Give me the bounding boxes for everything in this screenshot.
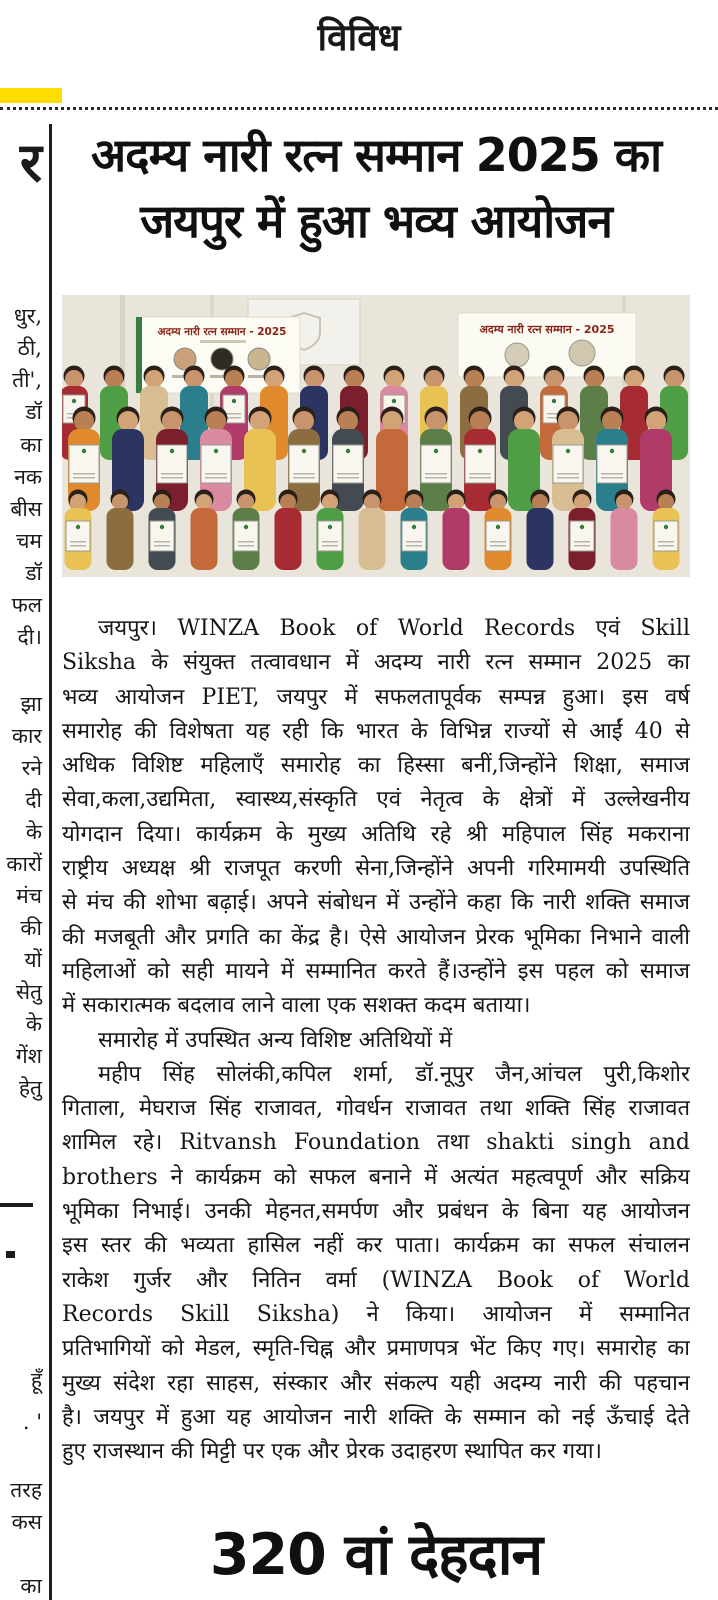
article-body-line: Siksha के संयुक्त तत्वावधान में अदम्य नारी रत्न सम्मान 2025 का: [62, 650, 690, 676]
adjacent-column-fragment: दी: [25, 788, 42, 812]
article-body-line: जयपुर। WINZA Book of World Records एवं Skill: [98, 616, 690, 641]
article-body-line: सेवा,कला,उद्यमिता, स्वास्थ्य,संस्कृति एवं नेतृत्व के क्षेत्रों में उल्लेखनीय: [62, 787, 690, 813]
column-divider-rule: [49, 124, 52, 1600]
adjacent-column-fragment: . ': [22, 1410, 42, 1434]
article-column: [62, 0, 690, 1600]
article-body-line: महीप सिंह सोलंकी,कपिल शर्मा, डॉ.नूपुर जैन,आंचल पुरी,किशोर: [98, 1061, 690, 1087]
article-body-line: महिलाओं को सही मायने में सम्मानित करते हैं।उन्होंने इस पहल को समाज: [62, 958, 690, 984]
article-headline: [62, 122, 690, 254]
adjacent-column-fragment: के: [25, 820, 42, 844]
adjacent-column-fragment: चम: [16, 529, 42, 553]
adjacent-column-fragment: का: [20, 433, 42, 457]
event-banner-right: [458, 313, 636, 377]
article-body-line: समारोह में उपस्थित अन्य विशिष्ट अतिथियों में: [98, 1027, 453, 1053]
headline-line-2: जयपुर में हुआ भव्य आयोजन: [140, 194, 612, 248]
adjacent-column-fragment: तरह: [10, 1478, 42, 1502]
article-body-line: शामिल रहे। Ritvansh Foundation तथा shakti singh and: [62, 1130, 690, 1156]
adjacent-column-fragment: र: [19, 131, 42, 194]
adjacent-column-fragment: धुर,: [13, 304, 42, 328]
adjacent-column-fragment: मंच: [16, 884, 42, 908]
section-label: विविध: [317, 16, 401, 59]
left-column-bullet: [6, 1251, 15, 1258]
adjacent-column-fragment: ती',: [12, 368, 42, 392]
article-body: [62, 612, 690, 1469]
adjacent-column-fragments: [0, 0, 46, 1600]
article-body-line: है। जयपुर में हुआ यह आयोजन नारी शक्ति के सम्मान को नई ऊँचाई देते: [62, 1404, 690, 1430]
adjacent-column-fragment: डॉ: [25, 561, 42, 585]
adjacent-column-fragment: की: [20, 916, 42, 940]
adjacent-column-fragment: बीस: [10, 497, 42, 521]
article-body-line: brothers ने कार्यक्रम को सफल बनाने में अत्यंत महत्वपूर्ण और सक्रिय: [62, 1164, 690, 1190]
headline-line-1: अदम्य नारी रत्न सम्मान 2025 का: [91, 128, 661, 182]
article-body-line: Records Skill Siksha) ने किया। आयोजन में सम्मानित: [62, 1301, 690, 1327]
article-body-line: योगदान दिया। कार्यक्रम के मुख्य अतिथि रहे श्री महिपाल सिंह मकराना: [62, 821, 690, 847]
article-body-line: राष्ट्रीय अध्यक्ष श्री राजपूत करणी सेना,जिन्होंने अपनी गरिमामयी उपस्थिति: [62, 856, 690, 882]
adjacent-column-fragment: यों: [24, 948, 42, 972]
article-body-line: से मंच की शोभा बढ़ाई। अपने संबोधन में उन्होंने कहा कि नारी शक्ति समाज: [62, 890, 690, 916]
adjacent-column-fragment: सेतु: [15, 980, 42, 1004]
banner-text-right: अदम्य नारी रत्न सम्मान - 2025: [479, 323, 615, 336]
adjacent-column-fragment: गेंश: [15, 1044, 42, 1068]
article-body-line: की मजबूती और प्रगति का केंद्र है। ऐसे आयोजन प्रेरक भूमिका निभाने वाली: [62, 924, 690, 950]
article-body-line: समारोह की विशेषता यह रही कि भारत के विभिन्न राज्यों से आईं 40 से: [62, 718, 690, 744]
adjacent-column-fragment: का: [20, 1574, 42, 1598]
article-photo: [62, 295, 690, 577]
adjacent-column-fragment: कस: [11, 1510, 42, 1534]
article-body-line: भूमिका निभाई। उनकी मेहनत,समर्पण और प्रबंधन के बिना यह आयोजन: [62, 1199, 690, 1225]
adjacent-column-fragment: झा: [20, 692, 42, 716]
adjacent-column-fragment: नक: [14, 465, 42, 489]
article-body-line: राकेश गुर्जर और नितिन वर्मा (WINZA Book of World: [62, 1267, 690, 1293]
adjacent-column-fragment: हूँ: [30, 1368, 42, 1392]
adjacent-column-fragment: फल: [11, 593, 42, 617]
next-article-headline: 320 वां देहदान: [209, 1522, 543, 1588]
adjacent-column-fragment: कारों: [6, 852, 42, 876]
adjacent-column-fragment: ठी,: [17, 336, 42, 360]
adjacent-column-fragment: के: [25, 1012, 42, 1036]
article-body-line: अधिक विशिष्ट महिलाएँ समारोह का हिस्सा बनीं,जिन्होंने शिक्षा, समाज: [62, 753, 690, 779]
adjacent-column-fragment: कार: [11, 724, 42, 748]
banner-text-left: अदम्य नारी रत्न सम्मान - 2025: [157, 326, 287, 338]
article-body-line: भव्य आयोजन PIET, जयपुर में सफलतापूर्वक सम्पन्न हुआ। इस वर्ष: [62, 684, 690, 710]
adjacent-column-fragment: हेतु: [18, 1076, 42, 1100]
article-body-line: प्रतिभागियों को मेडल, स्मृति-चिह्न और प्रमाणपत्र भेंट किए गए। समारोह का: [62, 1336, 690, 1362]
article-body-line: में सकारात्मक बदलाव लाने वाला एक सशक्त कदम बताया।: [62, 993, 531, 1019]
adjacent-column-fragment: डॉ: [25, 400, 42, 424]
left-column-rule: [0, 1203, 33, 1207]
adjacent-column-fragment: रने: [21, 756, 42, 780]
article-body-line: इस स्तर की भव्यता हासिल नहीं कर पाता। कार्यक्रम का सफल संचालन: [62, 1233, 690, 1259]
article-body-line: मुख्य संदेश रहा साहस, संस्कार और संकल्प यही अदम्य नारी की पहचान: [62, 1370, 690, 1396]
adjacent-column-fragment: दी।: [17, 625, 42, 649]
article-body-line: गिताला, मेघराज सिंह राजावत, गोवर्धन राजावत तथा शक्ति सिंह राजावत: [62, 1096, 690, 1122]
article-body-line: हुए राजस्थान की मिट्टी पर एक और प्रेरक उदाहरण स्थापित कर गया।: [62, 1439, 602, 1465]
